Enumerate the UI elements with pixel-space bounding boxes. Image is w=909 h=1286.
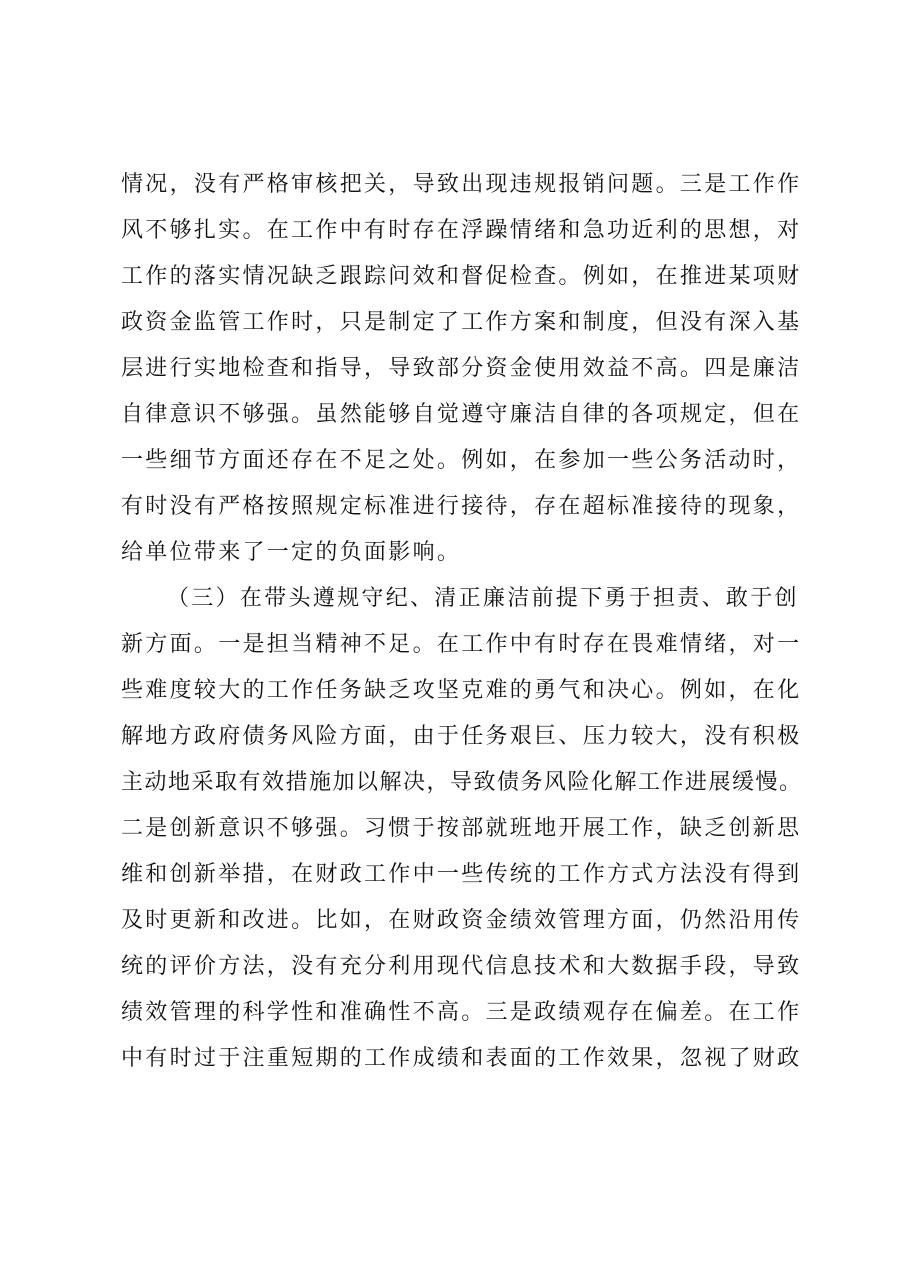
text-line: 主动地采取有效措施加以解决，导致债务风险化解工作进展缓慢。 (121, 770, 803, 795)
text-line: 风不够扎实。在工作中有时存在浮躁情绪和急功近利的思想，对 (121, 218, 802, 243)
text-line: 些难度较大的工作任务缺乏攻坚克难的勇气和决心。例如，在化 (121, 678, 802, 703)
text-line: 二是创新意识不够强。习惯于按部就班地开展工作，缺乏创新思 (121, 816, 802, 841)
text-line: 及时更新和改进。比如，在财政资金绩效管理方面，仍然沿用传 (121, 908, 802, 933)
text-line: 给单位带来了一定的负面影响。 (121, 540, 462, 565)
text-line: 工作的落实情况缺乏跟踪问效和督促检查。例如，在推进某项财 (121, 264, 802, 289)
text-line: 解地方政府债务风险方面，由于任务艰巨、压力较大，没有积极 (121, 724, 802, 749)
text-line: 统的评价方法，没有充分利用现代信息技术和大数据手段，导致 (121, 954, 802, 979)
section-heading-line: （三）在带头遵规守纪、清正廉洁前提下勇于担责、敢于创 (167, 586, 799, 611)
text-line: 有时没有严格按照规定标准进行接待，存在超标准接待的现象， (121, 494, 802, 519)
text-line: 新方面。一是担当精神不足。在工作中有时存在畏难情绪，对一 (121, 632, 802, 657)
text-line: 维和创新举措，在财政工作中一些传统的工作方式方法没有得到 (121, 862, 802, 887)
text-line: 绩效管理的科学性和准确性不高。三是政绩观存在偏差。在工作 (121, 1000, 802, 1025)
text-line: 中有时过于注重短期的工作成绩和表面的工作效果，忽视了财政 (121, 1046, 802, 1071)
text-line: 层进行实地检查和指导，导致部分资金使用效益不高。四是廉洁 (121, 356, 802, 381)
text-line: 情况，没有严格审核把关，导致出现违规报销问题。三是工作作 (121, 172, 802, 197)
text-line: 自律意识不够强。虽然能够自觉遵守廉洁自律的各项规定，但在 (121, 402, 802, 427)
text-line: 一些细节方面还存在不足之处。例如，在参加一些公务活动时， (121, 448, 802, 473)
text-line: 政资金监管工作时，只是制定了工作方案和制度，但没有深入基 (121, 310, 802, 335)
